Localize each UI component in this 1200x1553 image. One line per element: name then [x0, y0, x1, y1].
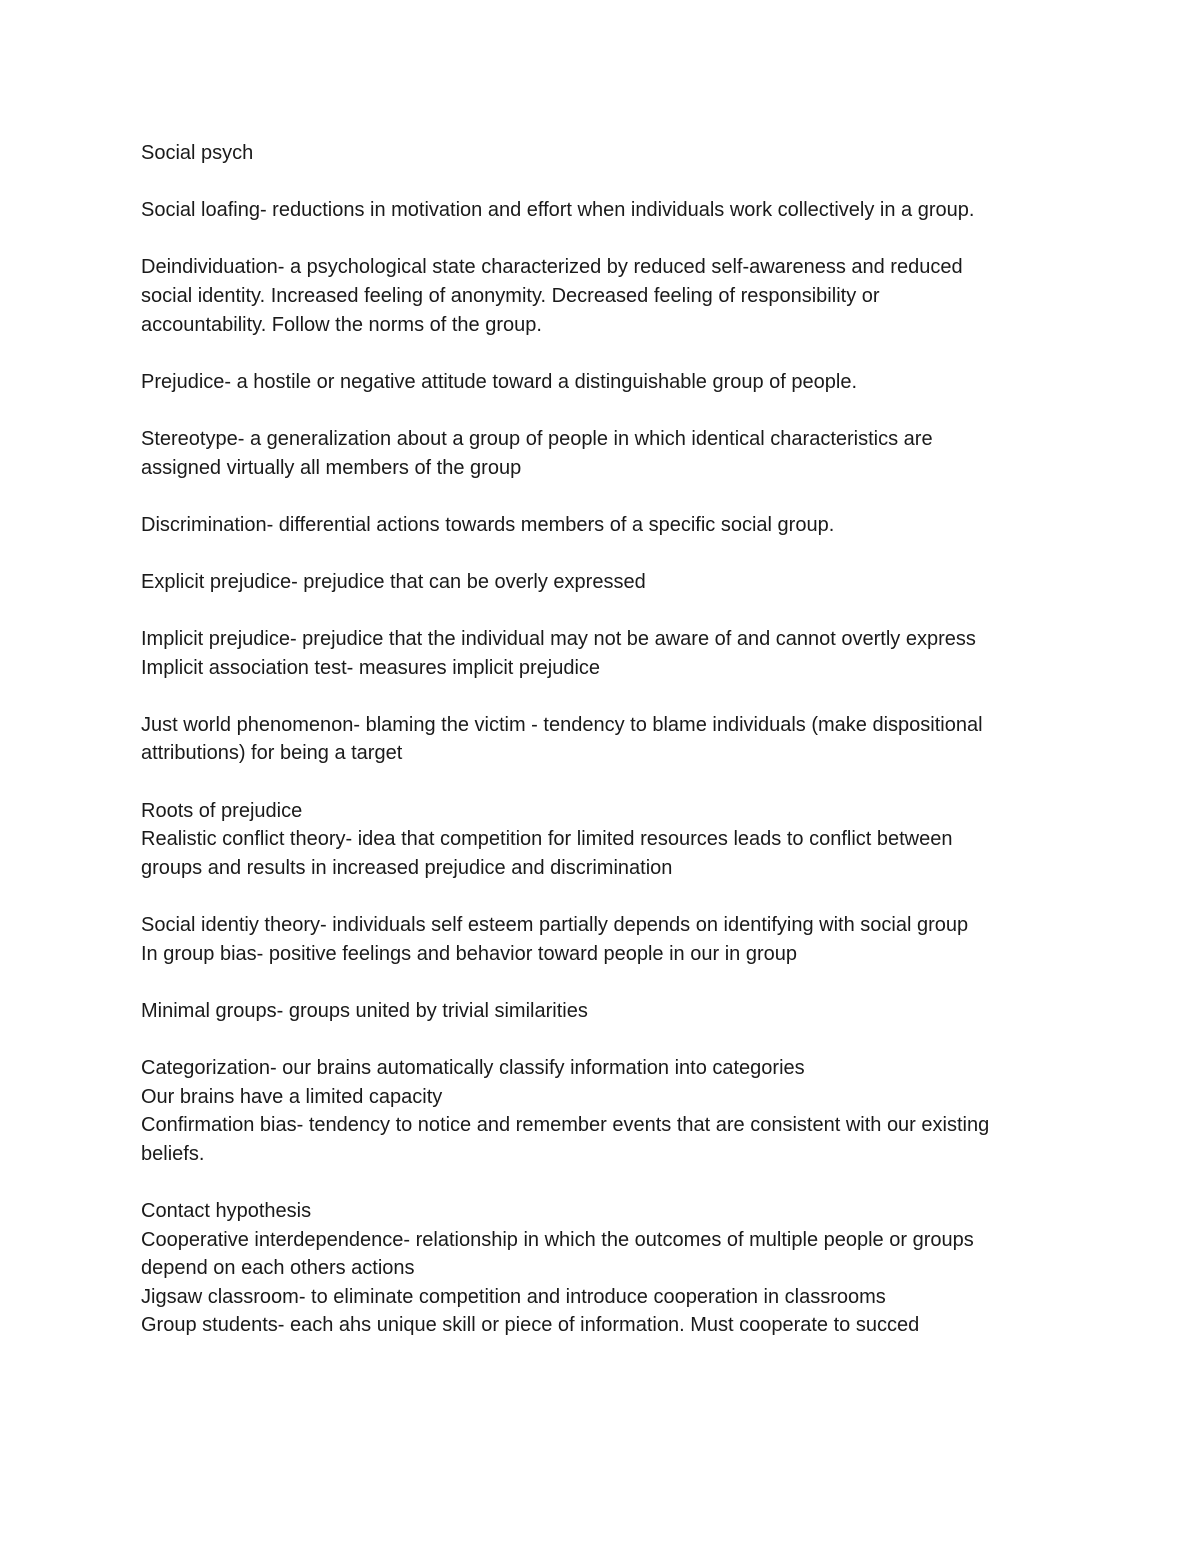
note-line: depend on each others actions: [141, 1257, 415, 1280]
note-line: Jigsaw classroom- to eliminate competition and introduce cooperation in classrooms: [141, 1285, 886, 1308]
note-paragraph: [141, 797, 1071, 883]
note-paragraph: [141, 511, 1071, 540]
note-line: social identity. Increased feeling of anonymity. Decreased feeling of responsibility or: [141, 284, 880, 307]
note-paragraph: [141, 253, 1071, 339]
note-line: Roots of prejudice: [141, 799, 303, 822]
note-paragraph: [141, 911, 1071, 968]
note-line: Group students- each ahs unique skill or piece of information. Must cooperate to succed: [141, 1314, 920, 1337]
note-line: Stereotype- a generalization about a group of people in which identical characteristics are: [141, 427, 933, 450]
note-line: Explicit prejudice- prejudice that can be overly expressed: [141, 570, 646, 593]
note-paragraph: [141, 711, 1071, 768]
note-line: accountability. Follow the norms of the group.: [141, 313, 542, 336]
note-line: Social loafing- reductions in motivation and effort when individuals work collectively in a group.: [141, 199, 975, 222]
note-line: beliefs.: [141, 1142, 205, 1165]
note-line: Categorization- our brains automatically classify information into categories: [141, 1057, 805, 1079]
note-line: Deindividuation- a psychological state characterized by reduced self-awareness and reduced: [141, 256, 963, 279]
note-line: In group bias- positive feelings and behavior toward people in our in group: [141, 942, 797, 965]
document-body: [141, 139, 1071, 1369]
document-title: [141, 139, 1071, 168]
note-paragraph: [141, 625, 1071, 682]
note-line: Discrimination- differential actions towards members of a specific social group.: [141, 513, 835, 536]
note-line: Confirmation bias- tendency to notice and remember events that are consistent with our existing: [141, 1114, 990, 1137]
note-line: Just world phenomenon- blaming the victim - tendency to blame individuals (make dispositional: [141, 713, 983, 736]
note-line: Implicit association test- measures implicit prejudice: [141, 656, 601, 679]
note-line: Contact hypothesis: [141, 1199, 312, 1222]
note-paragraph: [141, 997, 1071, 1026]
note-paragraph: [141, 425, 1071, 482]
note-paragraph: [141, 1197, 1071, 1340]
note-line: Realistic conflict theory- idea that competition for limited resources leads to conflict between: [141, 828, 953, 851]
note-line: Social identiy theory- individuals self esteem partially depends on identifying with social group: [141, 914, 969, 937]
note-paragraph: [141, 1054, 1071, 1168]
note-line: assigned virtually all members of the group: [141, 456, 522, 479]
note-line: Cooperative interdependence- relationship in which the outcomes of multiple people or groups: [141, 1228, 974, 1251]
note-line: Prejudice- a hostile or negative attitude toward a distinguishable group of people.: [141, 370, 858, 393]
note-line: attributions) for being a target: [141, 742, 403, 765]
note-paragraph: [141, 196, 1071, 225]
note-line: Implicit prejudice- prejudice that the individual may not be aware of and cannot overtly express: [141, 628, 976, 651]
note-paragraph: [141, 368, 1071, 397]
note-paragraph: [141, 568, 1071, 597]
note-line: Minimal groups- groups united by trivial similarities: [141, 999, 588, 1022]
note-line: Our brains have a limited capacity: [141, 1085, 443, 1108]
note-line: groups and results in increased prejudice and discrimination: [141, 856, 673, 879]
title-text: Social psych: [141, 142, 254, 164]
